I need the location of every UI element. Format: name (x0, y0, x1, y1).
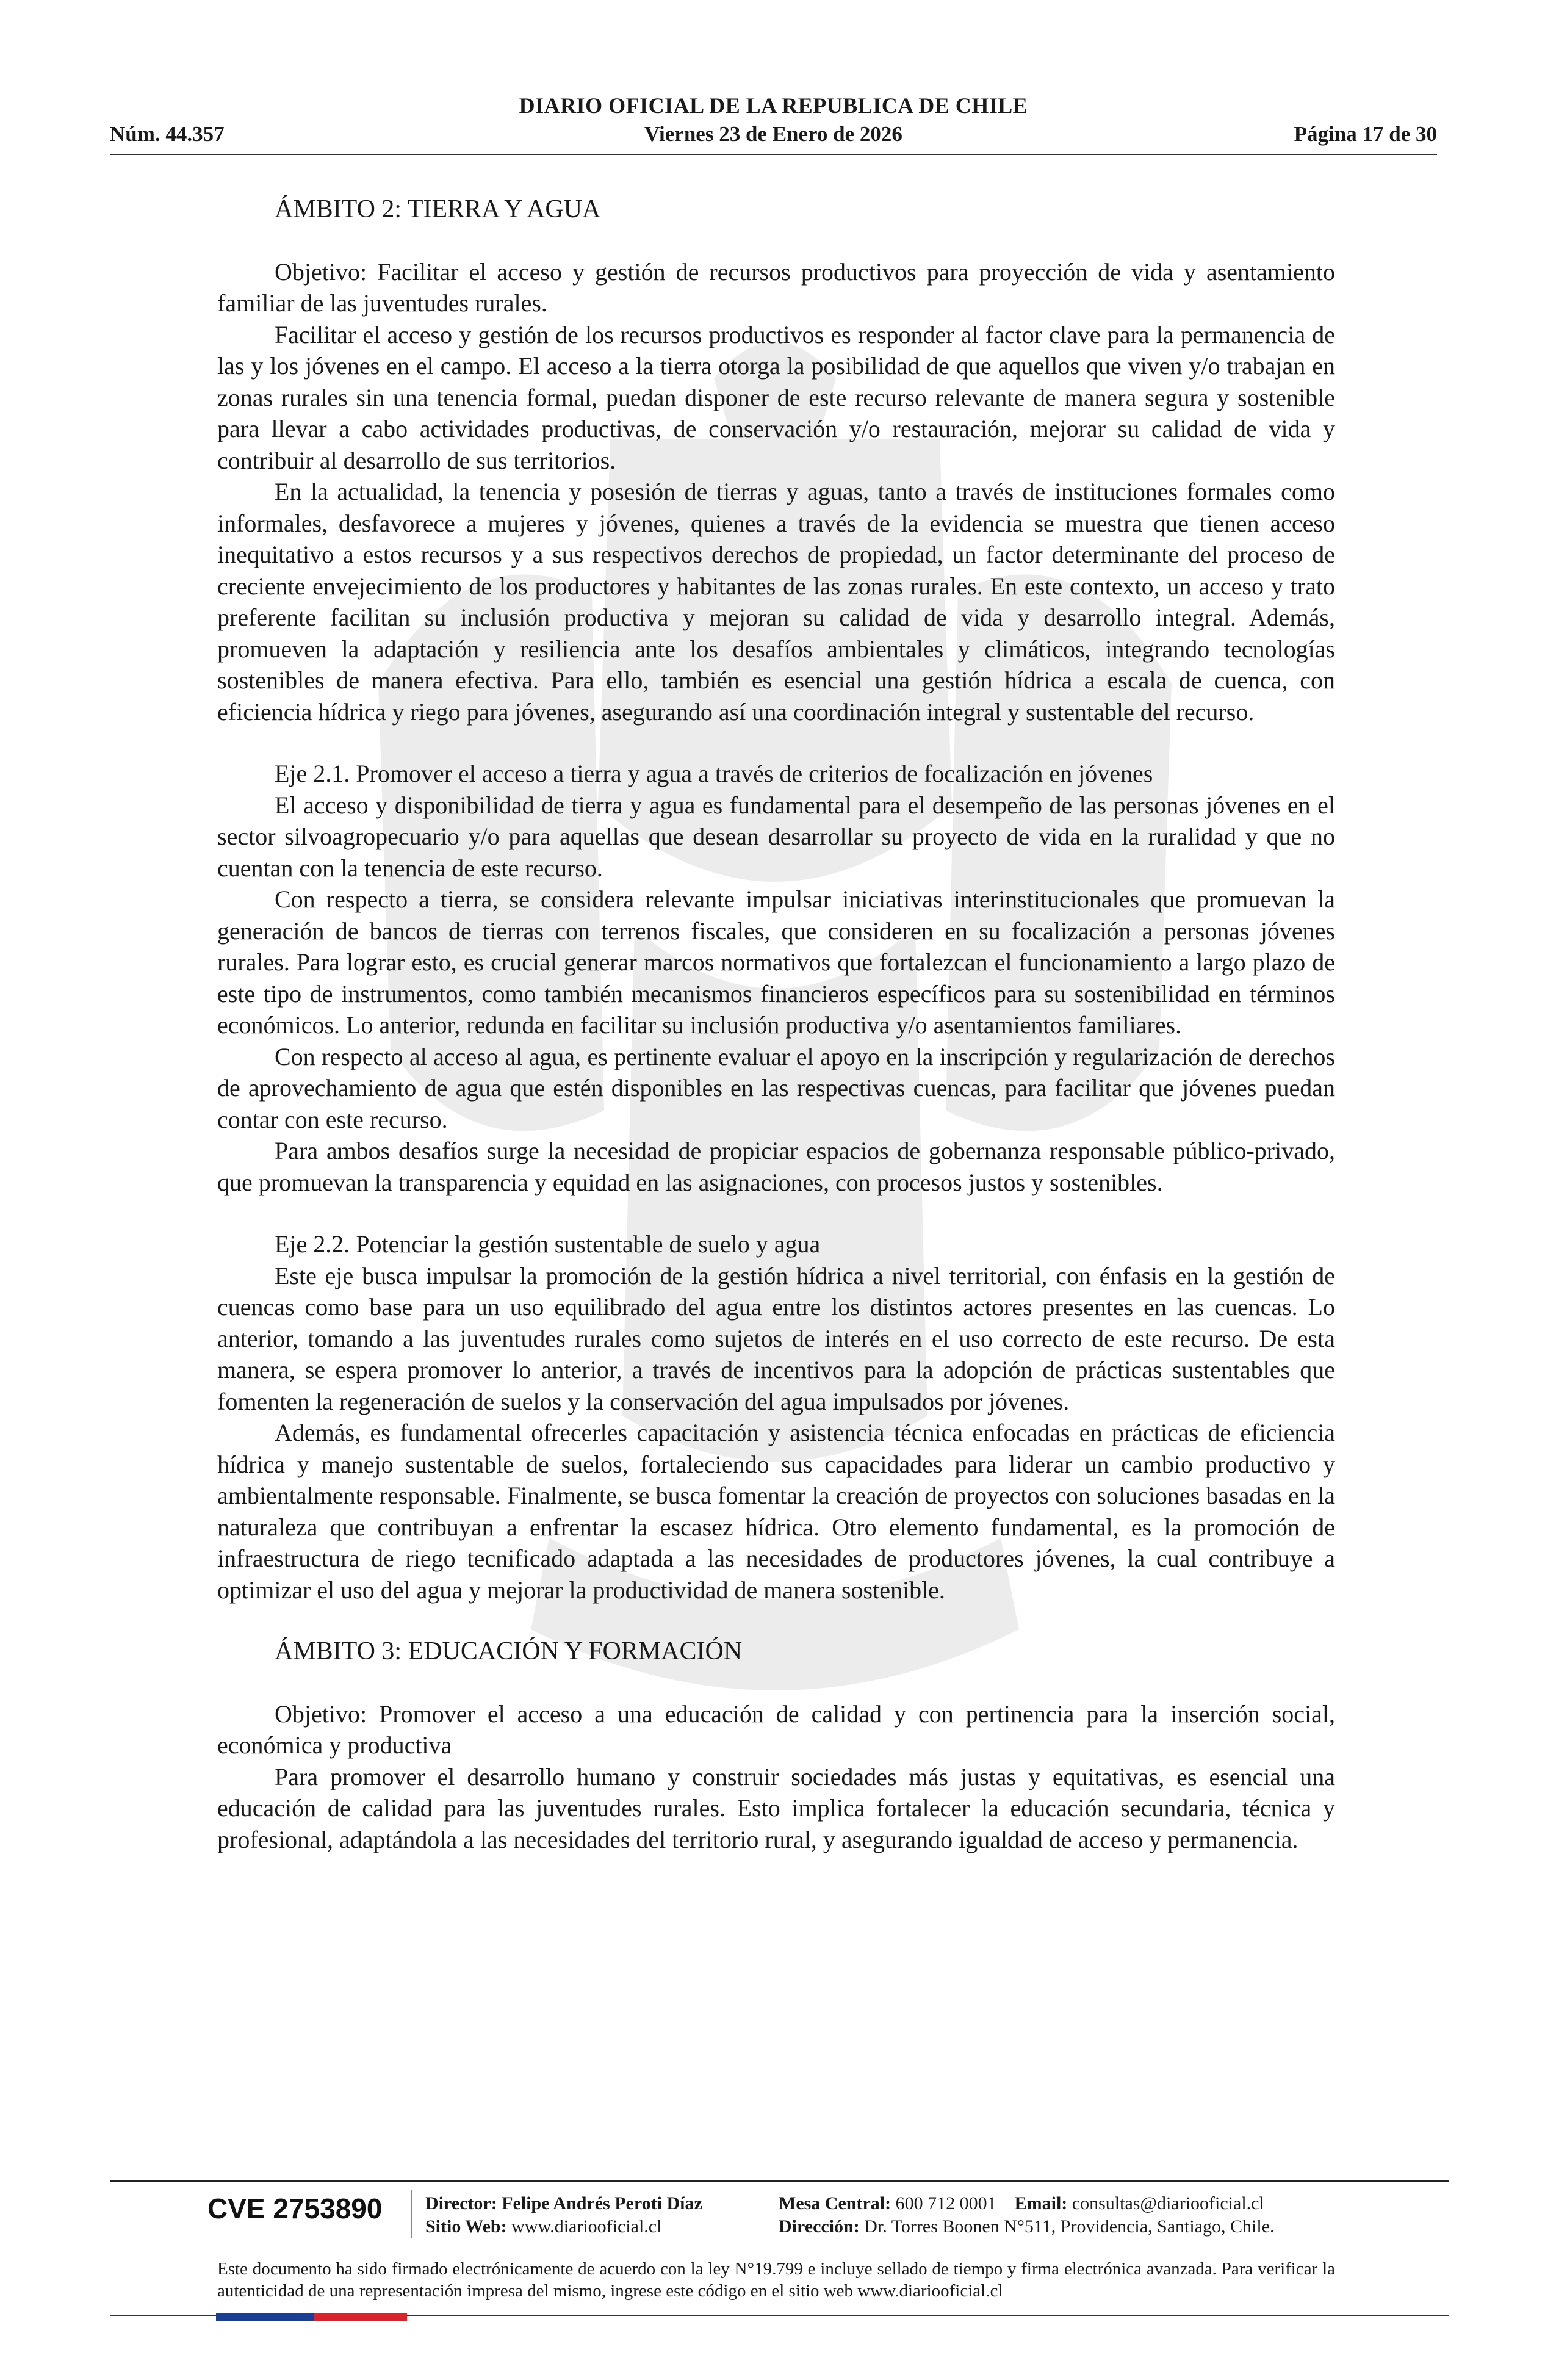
flag-bar-red (314, 2313, 407, 2321)
paragraph: Facilitar el acceso y gestión de los recursos productivos es responder al factor clave para la permanencia de las y los jóvenes en el campo. El acceso a la tierra otorga la posibilidad de que aquellos que viven y/o trabajan en zonas rurales sin una tenencia formal, puedan disponer de este recurso relevante de manera segura y sostenible para llevar a cabo actividades productivas, de conservación y/o restauración, mejorar su calidad de vida y contribuir al desarrollo de sus territorios. (217, 320, 1335, 474)
eje-2-1-heading: Eje 2.1. Promover el acceso a tierra y agua a través de criterios de focalización en jóvenes (275, 760, 1153, 787)
address-label: Dirección: (779, 2216, 860, 2237)
issue-number: Núm. 44.357 (110, 122, 225, 146)
footer-divider (110, 2180, 1449, 2182)
paragraph: Este eje busca impulsar la promoción de la gestión hídrica a nivel territorial, con énfasis en la gestión de cuencas como base para un uso equilibrado del agua entre los distintos actores presentes en las cuencas. Lo anterior, tomando a las juventudes rurales como sujetos de interés en el uso correcto de este recurso. De esta manera, se espera promover lo anterior, a través de incentivos para la adopción de prácticas sustentables que fomenten la regeneración de suelos y la conservación del agua impulsados por jóvenes. (217, 1261, 1335, 1415)
legal-disclaimer: Este documento ha sido firmado electrónicamente de acuerdo con la ley N°19.799 e incluye sellado de tiempo y firma electrónica avanzada. Para verificar la autenticidad de una representación impresa del mismo, ingrese este código en el sitio web www.diariooficial.cl (217, 2259, 1335, 2301)
director-label: Director: (425, 2193, 497, 2213)
footer-contact-right (779, 2192, 1275, 2238)
paragraph: El acceso y disponibilidad de tierra y agua es fundamental para el desempeño de las personas jóvenes en el sector silvoagropecuario y/o para aquellas que desean desarrollar su proyecto de vida en la ruralidad y que no cuentan con la tenencia de este recurso. (217, 791, 1335, 882)
eje-2-2-heading: Eje 2.2. Potenciar la gestión sustentable de suelo y agua (275, 1230, 821, 1258)
issue-date: Viernes 23 de Enero de 2026 (644, 122, 902, 146)
flag-bar-blue (216, 2313, 314, 2321)
footer-separator (411, 2190, 412, 2238)
phone-number: 600 712 0001 (895, 2193, 996, 2213)
paragraph: Para ambos desafíos surge la necesidad de propiciar espacios de gobernanza responsable público-privado, que promuevan la transparencia y equidad en las asignaciones, con procesos justos y sostenibles. (217, 1137, 1335, 1196)
paragraph: Con respecto al acceso al agua, es pertinente evaluar el apoyo en la inscripción y regularización de derechos de aprovechamiento de agua que estén disponibles en las respectivas cuencas, para facilitar que jóvenes puedan contar con este recurso. (217, 1042, 1335, 1133)
article-body (217, 194, 1335, 1855)
website-label: Sitio Web: (425, 2216, 507, 2237)
newspaper-title: DIARIO OFICIAL DE LA REPUBLICA DE CHILE (519, 93, 1028, 118)
paragraph: Con respecto a tierra, se considera relevante impulsar iniciativas interinstitucionales que promuevan la generación de bancos de tierras con terrenos fiscales, que consideren en su focalización a personas jóvenes rurales. Para lograr esto, es crucial generar marcos normativos que fortalezcan el funcionamiento a largo plazo de este tipo de instrumentos, como también mecanismos financieros específicos para su sostenibilidad en términos económicos. Lo anterior, redunda en facilitar su inclusión productiva y/o asentamientos familiares. (217, 885, 1335, 1039)
header-divider (110, 154, 1437, 155)
website-link[interactable]: www.diariooficial.cl (511, 2216, 662, 2237)
ambito-2-heading: ÁMBITO 2: TIERRA Y AGUA (275, 195, 601, 223)
cve-code: CVE 2753890 (207, 2193, 383, 2224)
email-link[interactable]: consultas@diariooficial.cl (1072, 2193, 1264, 2213)
ambito-3-heading: ÁMBITO 3: EDUCACIÓN Y FORMACIÓN (275, 1637, 743, 1665)
page-header (110, 93, 1437, 154)
director-name: Felipe Andrés Peroti Díaz (502, 2193, 702, 2213)
paragraph: Además, es fundamental ofrecerles capacitación y asistencia técnica enfocadas en prácticas de eficiencia hídrica y manejo sustentable de suelos, fortaleciendo sus capacidades para liderar un cambio productivo y ambientalmente responsable. Finalmente, se busca fomentar la creación de proyectos con soluciones basadas en la naturaleza que contribuyan a enfrentar la escasez hídrica. Otro elemento fundamental, es la promoción de infraestructura de riego tecnificado adaptada a las necesidades de productores jóvenes, la cual contribuye a optimizar el uso del agua y mejorar la productividad de manera sostenible. (217, 1419, 1335, 1604)
paragraph: Para promover el desarrollo humano y construir sociedades más justas y equitativas, es esencial una educación de calidad para las juventudes rurales. Esto implica fortalecer la educación secundaria, técnica y profesional, adaptándola a las necesidades del territorio rural, y asegurando igualdad de acceso y permanencia. (217, 1762, 1335, 1853)
footer-contact-left (425, 2192, 702, 2238)
paragraph: En la actualidad, la tenencia y posesión de tierras y aguas, tanto a través de instituciones formales como informales, desfavorece a mujeres y jóvenes, quienes a través de la evidencia se muestra que tienen acceso inequitativo a estos recursos y a sus respectivos derechos de propiedad, un factor determinante del proceso de creciente envejecimiento de los productores y habitantes de las zonas rurales. En este contexto, un acceso y trato preferente facilitan su inclusión productiva y mejoran su calidad de vida y desarrollo integral. Además, promueven la adaptación y resiliencia ante los desafíos ambientales y climáticos, integrando tecnologías sostenibles de manera efectiva. Para ello, también es esencial una gestión hídrica a escala de cuenca, con eficiencia hídrica y riego para jóvenes, asegurando así una coordinación integral y sustentable del recurso. (217, 478, 1335, 726)
paragraph: Objetivo: Promover el acceso a una educación de calidad y con pertinencia para la inserción social, económica y productiva (217, 1700, 1335, 1759)
address-value: Dr. Torres Boonen N°511, Providencia, Santiago, Chile. (864, 2216, 1275, 2237)
paragraph: Objetivo: Facilitar el acceso y gestión de recursos productivos para proyección de vida y asentamiento familiar de las juventudes rurales. (217, 258, 1335, 317)
phone-label: Mesa Central: (779, 2193, 891, 2213)
page-number: Página 17 de 30 (1294, 122, 1437, 146)
email-label: Email: (1014, 2193, 1068, 2213)
